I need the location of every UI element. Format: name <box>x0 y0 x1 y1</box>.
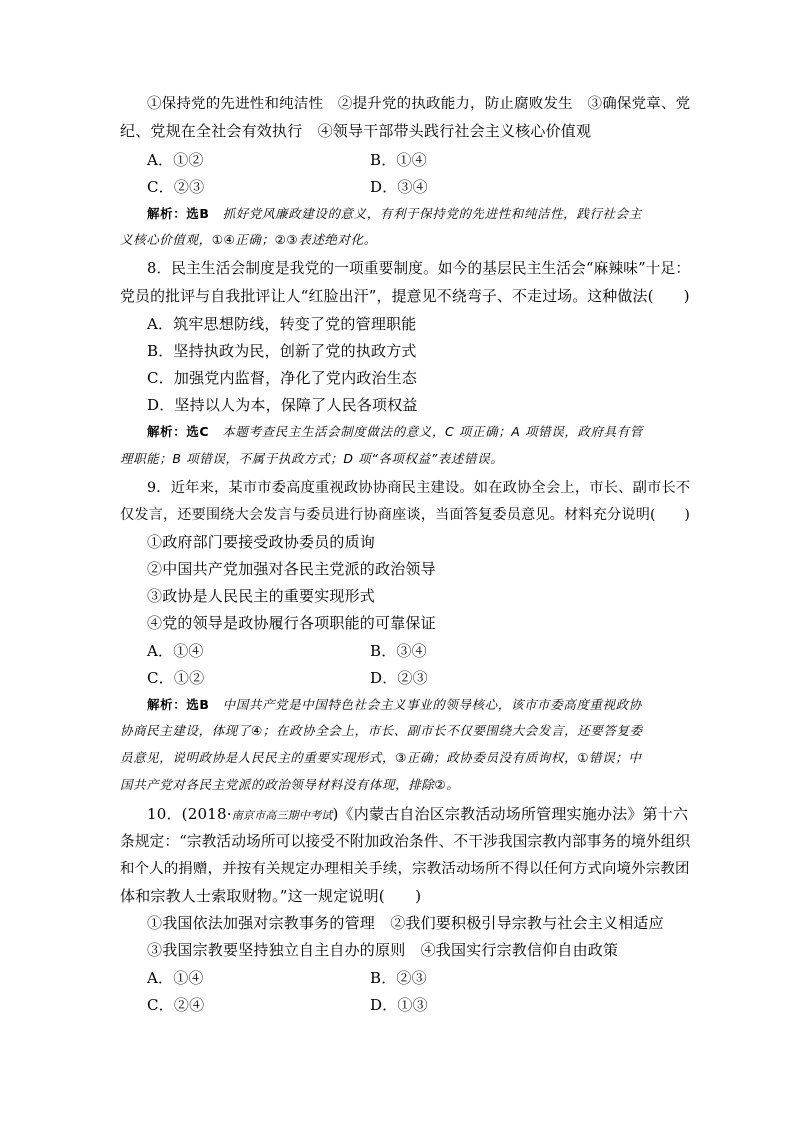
analysis-text: 中国共产党是中国特色社会主义事业的领导核心，该市市委高度重视政协 <box>222 697 642 712</box>
q10-statements-line2: ③我国宗教要坚持独立自主自办的原则 ④我国实行宗教信仰自由政策 <box>147 941 619 959</box>
analysis-answer: B <box>199 206 210 221</box>
q8-option-b: B．坚持执政为民，创新了党的执政方式 <box>147 342 417 360</box>
q8-stem-line2: 党员的批评与自我批评让人“红脸出汗”，提意见不绕弯子、不走过场。这种做法( ) <box>120 287 690 305</box>
q10-option-b: B．②③ <box>370 969 427 987</box>
q9-analysis-line2: 协商民主建设，体现了④；在政协全会上，市长、副市长不仅要围绕大会发言，还要答复委 <box>120 723 643 738</box>
analysis-answer: B <box>199 697 210 712</box>
q9-statement-2: ②中国共产党加强对各民主党派的政治领导 <box>147 560 436 578</box>
q7-analysis-line1 <box>147 205 642 223</box>
q8-analysis-line2: 理职能；B 项错误，不属于执政方式；D 项“各项权益”表述错误。 <box>120 451 504 466</box>
q9-statement-1: ①政府部门要接受政协委员的质询 <box>147 533 376 551</box>
q10-option-a: A．①④ <box>147 969 204 987</box>
q7-statements-line2: 纪、党规在全社会有效执行 ④领导干部带头践行社会主义核心价值观 <box>120 122 592 140</box>
q8-option-a: A．筑牢思想防线，转变了党的管理职能 <box>147 315 417 333</box>
q8-analysis-line1 <box>147 423 643 441</box>
q9-option-d: D．②③ <box>370 669 428 687</box>
q9-stem-line1: 9．近年来，某市市委高度重视政协协商民主建设。如在政协全会上，市长、副市长不 <box>147 480 691 496</box>
q10-stem-line2: 条规定：“宗教活动场所可以接受不附加政治条件、不干涉我国宗教内部事务的境外组织 <box>120 833 691 850</box>
q10-number: 10．(2018· <box>147 805 232 823</box>
q10-option-d: D．①③ <box>370 996 428 1014</box>
q7-option-a: A．①② <box>147 151 204 169</box>
q10-statements-line1: ①我国依法加强对宗教事务的管理 ②我们要积极引导宗教与社会主义相适应 <box>147 914 664 932</box>
q9-analysis-line1 <box>147 696 642 714</box>
q7-analysis-line2: 义核心价值观，①④正确；②③表述绝对化。 <box>120 232 377 247</box>
q10-stem-line3: 和个人的捐赠，并按有关规定办理相关手续，宗教活动场所不得以任何方式向境外宗教团 <box>120 861 690 877</box>
q9-statement-3: ③政协是人民民主的重要实现形式 <box>147 587 376 605</box>
analysis-label: 解析：选 <box>147 206 200 221</box>
q9-analysis-line3: 员意见，说明政协是人民民主的重要实现形式，③正确；政协委员没有质询权，①错误；中 <box>120 750 642 765</box>
q9-statement-4: ④党的领导是政协履行各项职能的可靠保证 <box>147 614 436 632</box>
q7-statements-line1: ①保持党的先进性和纯洁性 ②提升党的执政能力，防止腐败发生 ③确保党章、党 <box>147 96 691 112</box>
q9-analysis-line4: 国共产党对各民主党派的政治领导材料没有体现，排除②。 <box>120 777 460 792</box>
q7-option-b: B．①④ <box>370 151 427 169</box>
analysis-answer: C <box>199 424 210 439</box>
analysis-label: 解析：选 <box>147 697 200 712</box>
q10-stem-line1 <box>147 804 688 826</box>
analysis-text: 抓好党风廉政建设的意义，有利于保持党的先进性和纯洁性，践行社会主 <box>222 206 642 221</box>
q10-option-c: C．②④ <box>147 996 205 1014</box>
q10-source: 南京市高三期中考试 <box>231 809 333 822</box>
q8-option-d: D．坚持以人为本，保障了人民各项权益 <box>147 396 418 414</box>
q9-option-a: A．①④ <box>147 642 204 660</box>
q7-option-c: C．②③ <box>147 178 205 196</box>
analysis-label: 解析：选 <box>147 424 200 439</box>
analysis-text: 本题考查民主生活会制度做法的意义，C 项正确；A 项错误，政府具有管 <box>222 424 643 439</box>
q9-stem-line2: 仅发言，还要围绕大会发言与委员进行协商座谈，当面答复委员意见。材料充分说明( ) <box>120 507 691 523</box>
q10-stem-text: )《内蒙古自治区宗教活动场所管理实施办法》第十六 <box>332 805 689 823</box>
q7-option-d: D．③④ <box>370 178 428 196</box>
q9-option-b: B．③④ <box>370 642 427 660</box>
q8-stem-line1: 8．民主生活会制度是我党的一项重要制度。如今的基层民主生活会“麻辣味”十足： <box>147 260 691 277</box>
q10-stem-line4: 体和宗教人士索取财物。”这一规定说明( ) <box>120 887 422 905</box>
q8-option-c: C．加强党内监督，净化了党内政治生态 <box>147 369 418 387</box>
q9-option-c: C．①② <box>147 669 205 687</box>
